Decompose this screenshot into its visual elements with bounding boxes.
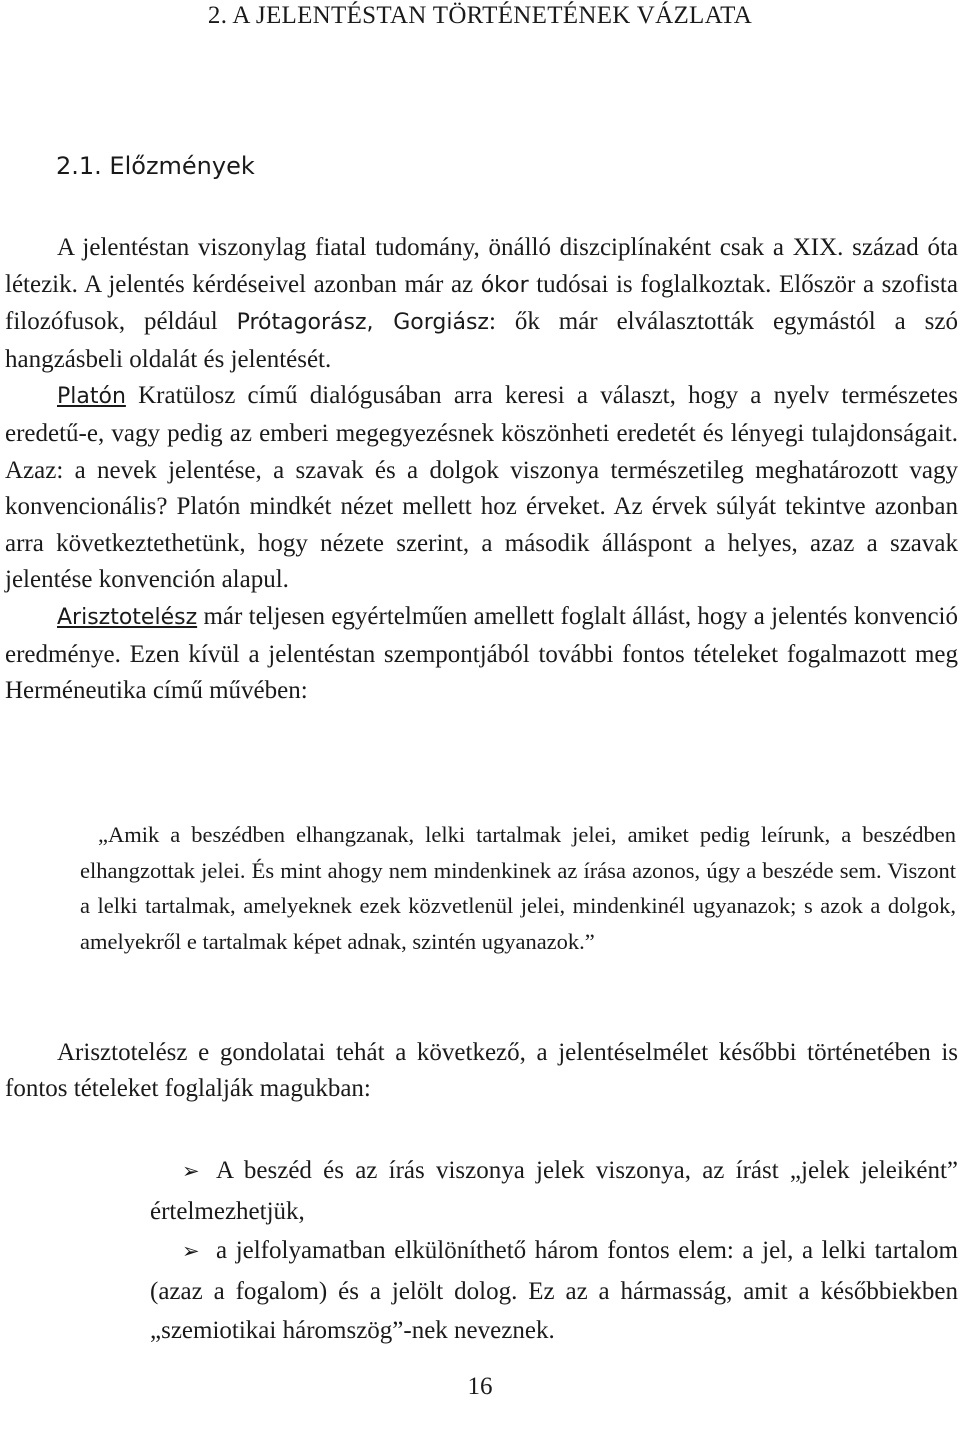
paragraph-platon: Platón Kratülosz című dialógusában arra keresi a választ, hogy a nyelv természetes eredetű-e, vagy pedig az emberi megegyezésnek köszönheti eredetét és lényegi tulajdonságait. Azaz: a nevek jelentése, a szavak és a dolgok viszonya természetileg meghatározott vagy konvencionális? Platón mindkét nézet mellett hoz érveket. Az érvek súlyát tekintve azonban arra következtethetünk, hogy nézete szerint, a második álláspont a helyes, azaz a szavak jelentése konvención alapul.: [5, 382, 958, 594]
name-platon: Platón: [57, 384, 126, 410]
paragraph-summary: Arisztotelész e gondolatai tehát a következő, a jelentéselmélet későbbi történetében is fontos tételeket foglalják magukban:: [5, 1039, 958, 1102]
body-text: [5, 230, 958, 710]
arrowhead-bullet-icon: ➢: [182, 1159, 200, 1183]
page-number: 16: [467, 1373, 493, 1400]
term-okor: ókor: [480, 272, 529, 298]
bullet-list: [150, 1151, 958, 1351]
list-item: ➢ A beszéd és az írás viszonya jelek viszonya, az írást „jelek jeleiként” értelmezhetjük,: [150, 1151, 958, 1231]
list-item: ➢ a jelfolyamatban elkülöníthető három fontos elem: a jel, a lelki tartalom (azaz a fogalom) és a jelölt dolog. Ez az a hármasság, amit a későbbiekben „szemiotikai háromszög”-nek neveznek.: [150, 1231, 958, 1351]
block-quote: [80, 817, 956, 960]
paragraph-arisztotelesz: Arisztotelész már teljesen egyértelműen amellett foglalt állást, hogy a jelentés konvenció eredménye. Ezen kívül a jelentéstan szempontjából további fontos tételeket fogalmazott meg Herméneutika című művében:: [5, 602, 958, 705]
quote-text: „Amik a beszédben elhangzanak, lelki tartalmak jelei, amiket pedig leírunk, a beszédben elhangzottak jelei. És mint ahogy nem mindenkinek az írása azonos, úgy a beszéde sem. Viszont a lelki tartalmak, amelyeknek ezek közvetlenül jelei, mindenkinél ugyanazok; s azok a dolgok, amelyekről e tartalmak képet adnak, szintén ugyanazok.”: [80, 822, 956, 955]
section-title: 2.1. Előzmények: [56, 152, 255, 180]
paragraph-intro: A jelentéstan viszonylag fiatal tudomány, önálló diszciplínaként csak a XIX. század óta létezik. A jelentés kérdéseivel azonban már az ókor tudósai is foglalkoztak. Először a szofista filozófusok, például Prótagorász, Gorgiász: ők már elválasztották egymástól a szó hangzásbeli oldalát és jelentését.: [5, 234, 958, 373]
names-sophists: Prótagorász, Gorgiász: [236, 310, 489, 336]
arrowhead-bullet-icon: ➢: [182, 1239, 200, 1263]
name-arisztotelesz: Arisztotelész: [57, 604, 198, 630]
running-header: 2. A JELENTÉSTAN TÖRTÉNETÉNEK VÁZLATA: [207, 2, 753, 29]
